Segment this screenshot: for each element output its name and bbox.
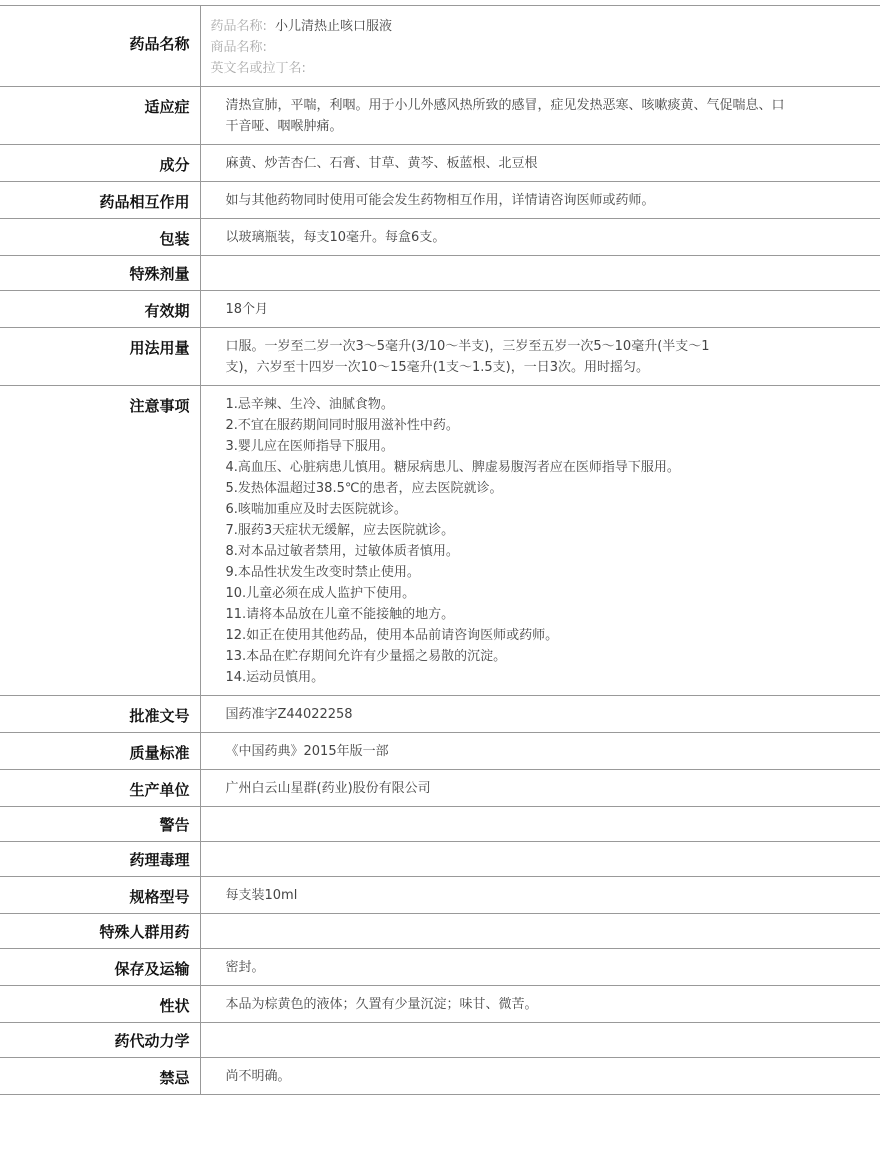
row-storage [0,949,880,986]
row-standard [0,733,880,770]
value-drug-names [200,6,880,87]
row-usage [0,328,880,386]
trade-name-key: 商品名称: [210,40,267,55]
value-usage [200,328,880,386]
precaution-item: 13.本品在贮存期间允许有少量摇之易散的沉淀。 [225,649,507,664]
precaution-item: 11.请将本品放在儿童不能接触的地方。 [225,607,455,622]
row-ingredients [0,145,880,182]
row-warning [0,807,880,842]
value-special-dose [200,256,880,291]
label-appearance: 性状 [0,986,200,1023]
row-special-dose [0,256,880,291]
value-packaging: 以玻璃瓶装，每支10毫升。每盒6支。 [200,219,880,256]
value-spec: 每支装10ml [200,877,880,914]
row-special-groups [0,914,880,949]
label-approval: 批准文号 [0,696,200,733]
precaution-item: 7.服药3天症状无缓解，应去医院就诊。 [225,523,455,538]
value-pharmacokinetics [200,1023,880,1058]
value-contraindications: 尚不明确。 [200,1058,880,1095]
row-interactions [0,182,880,219]
label-spec: 规格型号 [0,877,200,914]
precaution-item: 4.高血压、心脏病患儿慎用。糖尿病患儿、脾虚易腹泻者应在医师指导下服用。 [225,460,680,475]
label-usage: 用法用量 [0,328,200,386]
row-drug-names [0,6,880,87]
label-ingredients: 成分 [0,145,200,182]
row-appearance [0,986,880,1023]
value-appearance: 本品为棕黄色的液体；久置有少量沉淀；味甘、微苦。 [200,986,880,1023]
usage-text: 口服。一岁至二岁一次3～5毫升(3/10～半支)，三岁至五岁一次5～10毫升(半支～1支)，六岁至十四岁一次10～15毫升(1支～1.5支)，一日3次。用时摇匀。 [225,339,710,375]
label-storage: 保存及运输 [0,949,200,986]
drug-spec-table [0,5,880,1095]
label-drug-names: 药品名称 [0,6,200,87]
row-pharmacokinetics [0,1023,880,1058]
precaution-item: 12.如正在使用其他药品，使用本品前请咨询医师或药师。 [225,628,559,643]
drug-name-value: 小儿清热止咳口服液 [275,19,393,34]
precaution-item: 8.对本品过敏者禁用，过敏体质者慎用。 [225,544,459,559]
row-validity [0,291,880,328]
value-validity: 18个月 [200,291,880,328]
row-approval [0,696,880,733]
drug-name-line [211,16,871,37]
value-ingredients: 麻黄、炒苦杏仁、石膏、甘草、黄芩、板蓝根、北豆根 [200,145,880,182]
row-packaging [0,219,880,256]
latin-name-key: 英文名或拉丁名: [210,61,306,76]
row-precautions [0,386,880,696]
value-indications [200,87,880,145]
precaution-item: 1.忌辛辣、生冷、油腻食物。 [225,397,394,412]
drug-name-key: 药品名称: [210,19,267,34]
value-pharmacology [200,842,880,877]
label-pharmacology: 药理毒理 [0,842,200,877]
label-standard: 质量标准 [0,733,200,770]
precaution-item: 2.不宜在服药期间同时服用滋补性中药。 [225,418,459,433]
precaution-item: 14.运动员慎用。 [225,670,325,685]
precaution-item: 3.婴儿应在医师指导下服用。 [225,439,394,454]
value-manufacturer: 广州白云山星群(药业)股份有限公司 [200,770,880,807]
value-standard: 《中国药典》2015年版一部 [200,733,880,770]
label-manufacturer: 生产单位 [0,770,200,807]
value-special-groups [200,914,880,949]
precaution-item: 9.本品性状发生改变时禁止使用。 [225,565,420,580]
label-warning: 警告 [0,807,200,842]
label-contraindications: 禁忌 [0,1058,200,1095]
precaution-item: 6.咳喘加重应及时去医院就诊。 [225,502,407,517]
label-special-dose: 特殊剂量 [0,256,200,291]
row-spec [0,877,880,914]
label-precautions: 注意事项 [0,386,200,696]
label-pharmacokinetics: 药代动力学 [0,1023,200,1058]
row-manufacturer [0,770,880,807]
latin-name-line [211,58,871,79]
label-special-groups: 特殊人群用药 [0,914,200,949]
row-indications [0,87,880,145]
label-interactions: 药品相互作用 [0,182,200,219]
value-interactions: 如与其他药物同时使用可能会发生药物相互作用，详情请咨询医师或药师。 [200,182,880,219]
label-indications: 适应症 [0,87,200,145]
value-warning [200,807,880,842]
indications-text: 清热宣肺，平喘，利咽。用于小儿外感风热所致的感冒，症见发热恶寒、咳嗽痰黄、气促喘息、口干音哑、咽喉肿痛。 [225,98,785,134]
label-validity: 有效期 [0,291,200,328]
value-precautions [200,386,880,696]
row-pharmacology [0,842,880,877]
value-storage: 密封。 [200,949,880,986]
trade-name-line [211,37,871,58]
label-packaging: 包装 [0,219,200,256]
precaution-item: 5.发热体温超过38.5℃的患者，应去医院就诊。 [225,481,503,496]
row-contraindications [0,1058,880,1095]
precaution-item: 10.儿童必须在成人监护下使用。 [225,586,416,601]
value-approval: 国药准字Z44022258 [200,696,880,733]
